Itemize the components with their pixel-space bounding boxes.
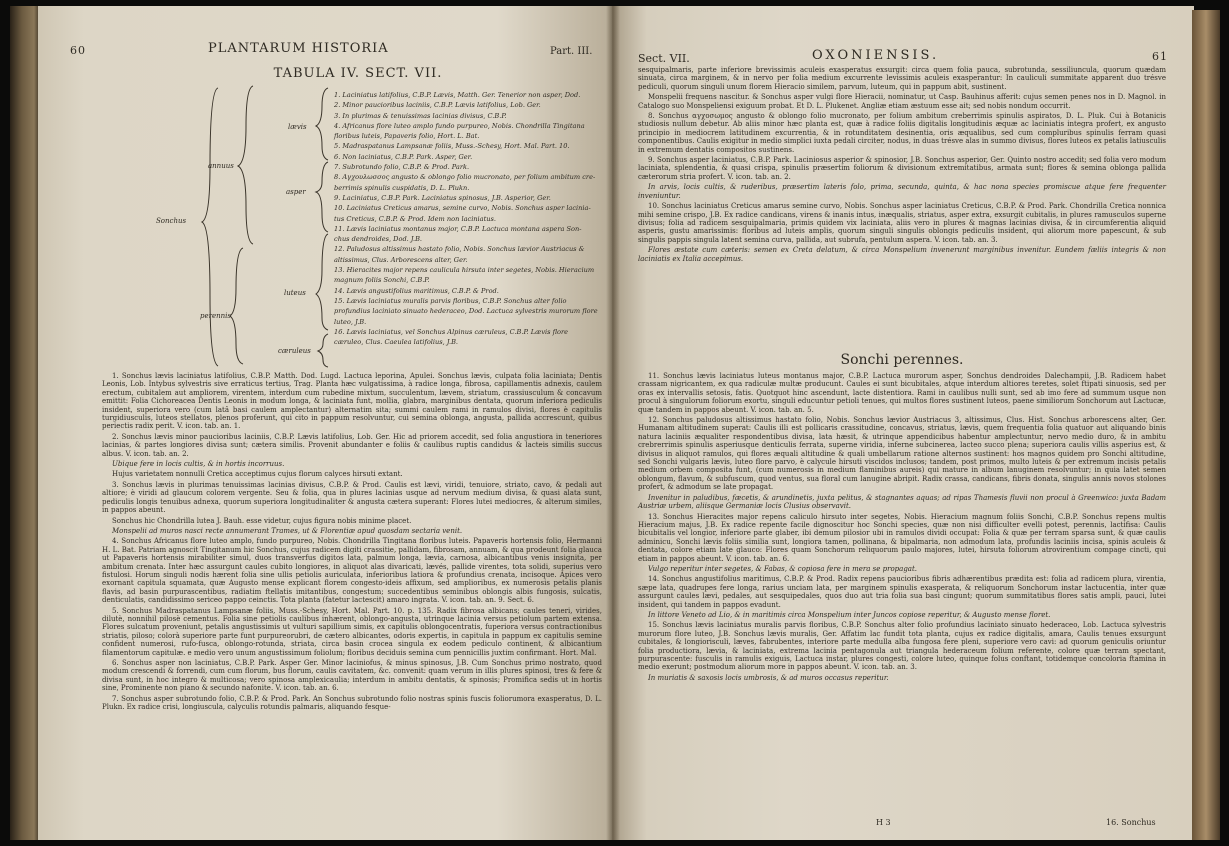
left-running-title: PLANTARUM HISTORIA (208, 41, 389, 56)
table-entry: chus dendroides, Dod. J.B. (334, 235, 423, 244)
right-running-title: OXONIENSIS. (812, 48, 940, 63)
paragraph: Invenitur in paludibus, fæcetis, & arundinetis, juxta pelitus, & stagnantes aquas; ad ripas Thamesis fluvii non procul à Greenwico: juxta Badam Austriæ urbem, aliisque Germaniæ locis Clusius observavit. (638, 493, 1166, 511)
paragraph: Flores æstate cum cæteris: semen ex Creta delatum, & circa Monspelium invenerunt marginibus invenitur. Eundem fæliis integris & non laciniatis ex Italia accepimus. (638, 246, 1166, 263)
table-entry: tus Creticus, C.B.P. & Prod. Idem non laciniatus. (334, 214, 496, 223)
sub-caeruleus: cæruleus (278, 347, 311, 355)
paragraph: Monspelii frequens nascitur. & Sonchus asper vulgi flore Hieracii, nominatur, ut Casp. Bauhinus afferit: cujus semen penes nos in D. Magnol. in Catalogo suo Monspeliensi exiguum probat. Et D. L. Plukenet. Angliæ etiam æstuum esse ait; sed nobis nondum occurrit. (638, 93, 1166, 110)
table-entry: 6. Non laciniatus, C.B.P. Park. Asper, Ger. (334, 152, 473, 161)
table-entry: altissimus, Clus. Arborescens alter, Ger. (334, 255, 468, 264)
table-entry: 12. Paludosus altissimus hastato folio, Nobis. Sonchus lævior Austriacus & (334, 245, 585, 254)
sub-asper: asper (286, 188, 306, 196)
table-entry: luteo, J.B. (334, 317, 367, 326)
right-body-top (638, 66, 1166, 265)
table-entry: 2. Minor paucioribus laciniis, C.B.P. Lævis latifolius, Lob. Ger. (334, 101, 541, 110)
left-page-number: 60 (70, 44, 86, 57)
table-entry: 13. Hieracites major repens caulicula hirsuta inter segetes, Nobis. Hieracium (334, 266, 595, 275)
brace-laevis (316, 88, 328, 160)
table-entry: 5. Madraspatanus Lampsanæ foliis, Muss.-Schesy, Hort. Mal. Part. 10. (334, 142, 570, 151)
brace-annuus (238, 86, 253, 244)
paragraph: Vulgo reperitur inter segetes, & Fabas, & copiosa fere in mera se propagat. (648, 564, 918, 573)
genus-label: Sonchus (156, 217, 187, 225)
right-page-number: 61 (1152, 50, 1168, 63)
paragraph: In littore Veneto ad Lio, & in maritimis circa Monspelium inter Juncos copiose reperitur, & Augusto mense floret. (648, 610, 1051, 619)
table-entry: magnum foliis Sonchi, C.B.P. (334, 276, 430, 285)
paragraph: 10. Sonchus laciniatus Creticus amarus semine curvo, Nobis. Sonchus asper laciniatus Creticus, C.B.P. & Prod. Park. Chondrilla Cretica nonnica mihi semine crispo, J.B. Ex radice candicans, virens & inanis intus, inæqualis, striatus, asper extra, exsurgit cubitalis, in plures ramusculos superne divisus; folia ad radicem sesquipalmaria, primis quidem vix laciniata, aliis vero in plures & magnas lacinias divisa, & in circumferentia aliquid asperis, gustu amarissimis: floribus ad luteis amplis, quorum singuli singulis oblongis pediculis insident, qui aliorum more papescunt, & sub singulis pappis singula latent semina curva, pallida, aut subrufa, pentulum aspera. V. icon. tab. an. 3. (638, 202, 1166, 244)
paragraph: 13. Sonchus Hieracites major repens caliculo hirsuto inter segetes, Nobis. Hieracium magnum foliis Sonchi, C.B.P. Sonchus repens multis Hieracium majus, J.B. Ex radice repente facile dignoscitur hoc Sonchi species, quæ non nisi difficulter evelli potest, perennis, lactifisa: Caulis bicubitalis vel longior, inferiore parte glaber, ibi demum pilosior ubi in ramulos dividi occupat: Folia & quæ per terram sparsa sunt, & quæ caulis adminicu, Sonchi lævis foliis similia sunt, longiora tamen, pollinana, & bipalmaria, non admodum lata, profundis laciniis incisa, spinis aculeis & dentata, colore etiam late glauco: Flores quam Sonchorum reliquorum paulo majores, lutei, hirsuta foliorum atrovirentium compage cincti, qui etiam in pappos abeunt. V. icon. tab. an. 6. (638, 512, 1166, 563)
paragraph: 12. Sonchus paludosus altissimus hastato folio, Nobis. Sonchus lævior Austriacus 3, altissimus, Clus. Hist. Sonchus arborescens alter, Ger. Humanam altitudinem superat: Caulis illi est pollicaris crassitudine, concavus, striatus, lævis, quem frequentia folia quatuor aut aliquando binis natura laciniis æqualiter respondentibus divisa, lata hæsit, & utrinque appendicibus habentur amplectuntur, nervo medio duro, & in ambitu crebrerrimis spinulis asperiusque denticulis ferrata, superne viridia, inferne subcinerea, lacteo succo plena; superiora caulis villis asperius est, & divisus in aliquot ramulos, qui flores æquali altitudine & quali umbellarum ratione alternos sustinent: hos magnos quidem pro Sonchi altitudine, sed Sonchi vulgaris lævis, luteo flore parvo, è calycule hirsuti viscidos inclusos; tandem, post primos, multo luteis & per extremum incisis petalis medium orbem composita funt, (cum numerosis in medium flaminibus aureis) qui mature in album lanuginem resolvuntur; in quia latet semen oblongum, flavum, & subfuscum, quod ventus, sua floral cum lanugine abripit. Radix crassa, candicans, fibris donata, singulis annis novos stolones profert, & admodum se late propagat. (638, 416, 1166, 492)
group-perennis: perennis (200, 312, 231, 320)
table-entry: 9. Laciniatus, C.B.P. Park. Laciniatus spinosus, J.B. Asperior, Ger. (334, 193, 551, 202)
paragraph: Hujus varietatem nonnulli Cretica acceptimus cujus florum calyces hirsuti extant. (112, 470, 403, 479)
sub-luteus: luteus (284, 289, 306, 297)
table-entry: 16. Lævis laciniatus, vel Sonchus Alpinus cæruleus, C.B.P. Lævis flore (334, 327, 569, 336)
right-section-label: Sect. VII. (638, 52, 690, 65)
paragraph: sesquipalmaris, parte inferiore brevissimis aculeis exasperatus exsurgit: circa quem folia pauca, subrotunda, sessiliuncula, quorum quædam sinuata, circa marginem, & in nervo per folia medium excurrente levissimis aculeis exasperantur: In cauliculi summitate apparent duo trésve pediculi, quorum singuli unum florem Hieracio similem, parvum, luteum, qui in pappum abit, sustinent. (638, 66, 1166, 91)
section-heading-perennes: Sonchi perennes. (840, 352, 964, 368)
left-body-text (102, 372, 602, 713)
brace-perennis (230, 248, 243, 364)
paragraph: 3. Sonchus lævis in plurimas tenuissimas lacinias divisus, C.B.P. & Prod. Caulis est lævi, viridi, tenuiore, striato, cavo, & pedali aut altiore; è viridi ad glaucum colorem vergente. Seu & folia, qua in plures lacinias usque ad nervum medium divisa, & quasi alata sunt, pediculis longis tenuibus adnexa, quorum superiora longitudinaliter & angusta cætera superant: Flores lutei mediocres, & alterum similes, in pappos abeunt. (102, 480, 602, 515)
table-entry: berrimis spinulis cuspidatis, D. L. Plukn. (334, 183, 470, 192)
paragraph: Ubique fere in locis cultis, & in hortis incorruus. (112, 460, 285, 469)
table-entry: 11. Lævis laciniatus montanus major, C.B.P. Lactuca montana aspera Son- (334, 224, 582, 233)
paragraph: 11. Sonchus lævis laciniatus luteus montanus major, C.B.P. Lactuca murorum asper, Sonchus dendroides Dalechampii, J.B. Radicem habet crassam nigricantem, ex qua radiculæ multæ producunt. Caules ei sunt bicubitales, atque interdum altiores teretes, solet ftipati sinuosis, sed per oras ex intervallis setosis, fatis. Quotquot hinc ascendunt, lacte distentiora. Rami in caulibus nulli sunt, sed ab imo fere ad summum usque non procul à singulorum foliorum exortu, singuli educuntur petioli tenues, qui multos flores sustinent luteos, paene similiorum Sonchorum aut Lactucæ, quæ tandem in pappos abeunt. V. icon. tab. an. 5. (638, 372, 1166, 414)
paragraph: 2. Sonchus lævis minor paucioribus laciniis, C.B.P. Lævis latifolius, Lob. Ger. Hic ad priorem accedit, sed folia angustiora in teneriores lacinias, & partes longiores divisa sunt; cætera similis. Provenit abundanter e foliis & caulibus ruptis candidus & lacteis similis succus albus. V. icon. tab. an. 2. (102, 432, 602, 458)
table-entries (334, 90, 606, 347)
table-entry: 15. Lævis laciniatus muralis parvis floribus, C.B.P. Sonchus alter folio (334, 296, 567, 305)
paragraph: In arvis, locis cultis, & ruderibus, præsertim lateris folo, prima, secunda, quinta, & hac nona species promiscue atque fere frequenter inveniuntur. (638, 183, 1166, 200)
book-gutter (606, 6, 620, 840)
table-entry: 10. Laciniatus Creticus amarus, semine curvo, Nobis. Sonchus asper lacinia- (334, 204, 591, 213)
group-annuus: annuus (208, 162, 234, 170)
left-page-edges (10, 6, 40, 840)
paragraph: 14. Sonchus angustifolius maritimus, C.B.P. & Prod. Radix repens paucioribus fibris adhærentibus prædita est: folia ad radicem plura, virentia, sæpe lata, quadrupes fere longa, rarius unciam lata, per marginem spinulis exasperata, & reliquorum Sonchorum instar lactucentia, inter quæ assurgunt caules lævi, pedales, aut sesquipedales, quos duo aut tria folia sua basi cingunt; quorum summitatibus flores satis ampli, pauci, lutei insident, qui tandem in pappos evadunt. (638, 575, 1166, 609)
table-entry: cæruleo, Clus. Caeulea latifolius, J.B. (334, 338, 459, 347)
table-entry: 7. Subrotundo folio, C.B.P. & Prod. Park. (334, 163, 470, 172)
sub-laevis: lævis (288, 123, 307, 131)
table-entry: 1. Laciniatus latifolius, C.B.P. Lævis, Matth. Ger. Tenerior non asper, Dod. (334, 91, 581, 99)
paragraph: In muriatis & saxosis locis umbrosis, & ad muros occasus reperitur. (648, 673, 889, 682)
left-page (38, 6, 612, 840)
brace-caeruleus (318, 334, 328, 367)
paragraph: 1. Sonchus lævis laciniatus latifolius, C.B.P. Matth. Dod. Lugd. Lactuca leporina, Apulei. Sonchus lævis, culpata folia laciniata; Dentis Leonis, Lob. Intybus sylvestris sive erraticus tertius, Trag. Planta hæc vulgatissima, à radice longa, fibrosa, capillamentis adnexis, caulem erectum, cubitalem aut ampliorem, virentem, interdum cum rubedine mixtum, succulentum, lævem, striatum, crassiusculum & concavum emittit: Folia Cichoreacea Dentis Leonis in modum longa, & laciniata funt, mollia, glabra, marginibus dentata, quorum inferiora pediculis insident, superiora vero (cum latâ basi caulem amplectantur) alternatim sita; summi caulem rami in ramulos divisi, flores è capitulis turgidiusculis, luteos stellatos, plenos proferunt, qui cito in pappum resolvuntur, cui semina oblonga, angusta, pallida accrescunt, quibus periectis radix perit. V. icon. tab. an. 1. (102, 372, 602, 431)
paragraph: 8. Sonchus αγχοσωμος angusto & oblongo folio mucronato, per folium ambitum creberrimis spinulis aspiratos, D. L. Pluk. Cui à Botanicis studiosis nullum debetur. Ab aliis minor hæc planta est, quæ à radice foliis digitalis longitudinis æquæ ac laciniatis integra profert, ex angusto principio in mediocrem latitudinem excurrentia, & in rotunditatem desinentia, oris æqualibus, sed cum compluribus spinulis ferram quasi componentibus. Caulis exigitur in medio simplici iuxta pedali circiter, nodus, in duas trésve alas in summo divisus, flores luteos ex petalis latiusculis in extremum dentatis compositos sustinens. (638, 112, 1166, 154)
table-entry: profundius laciniato sinuato hederaceo, Dod. Lactuca sylvestris murorum flore (334, 307, 598, 316)
right-page-edges (1192, 10, 1220, 840)
paragraph: 6. Sonchus asper non laciniatus, C.B.P. Park. Asper Ger. Minor laciniofus, & minus spinosus, J.B. Cum Sonchus primo nostrato, quod modum crescendi & forrendi, cum cum florum, bus florum, caulis cavitatem, &c. convenit: quam verum in illis plures spinosi, tres & fere & divisa sunt, in hoc integro & multicosa; vero spinosa amplexicaulia; interdum in ambitu dentatis, & spinosis; Promifica sedis ut in hortis sine, Prominente non piano & secundo nafonite. V. icon. tab. an. 6. (102, 659, 602, 693)
paragraph: 4. Sonchus Africanus flore luteo amplo, fundo purpureo, Nobis. Chondrilla Tingitana floribus luteis. Papaveris hortensis folio, Hermanni H. L. Bat. Patriam agnoscit Tingitanum hic Sonchus, cujus radicem digiti crassitie, pallidam, fibrosam, annuam, & qua prodeunt folia glauca ut Papaveris hortensis mirabiliter simul, duos transverfus digitos lata, palmum longa, lævia, carnosa, albicantibus venis insignita, per ambitum crenata. Inter hæc assurgunt caules cubito longiores, in aliquot alas divaricati, lævés, pallide virentes, tota solidi, superius vero fistulosi. Horum singuli nodis hærent folia sine ullis petiolis auriculata, inferioribus latiora & profundius crenata, incisoque. Apices vero exornant capitula squamata, quæ Augusto mense explicant florem congesto-ideis affixum, sed amplioribus, ex numerosis petalis planis flavis, ad basin purpurascentibus, radiatim ftellatis imitantibus, congestum; succedentibus seminibus oblongis albis fungosis, sulcatis, denticulatis, candidissimo sericeo pappo ceinctis. Tota planta (fatetur lactescit) amaro ingrata. V. icon. tab. an. 9. Sect. 6. (102, 537, 602, 605)
paragraph: 7. Sonchus asper subrotundo folio, C.B.P. & Prod. Park. An Sonchus subrotundo folio nostras spinis fuscis foliorumora exasperatus, D. L. Plukn. Ex radice crisi, longiuscula, calyculis rotundis palmaris, aliquando fesque- (102, 694, 602, 712)
paragraph: Sonchus hic Chondrilla lutea J. Bauh. esse videtur, cujus figura nobis minime placet. (112, 516, 412, 525)
paragraph: 9. Sonchus asper laciniatus, C.B.P. Park. Laciniosus asperior & spinosior, J.B. Sonchus asperior, Ger. Quinto nostro accedit; sed folia vero modum laciniata, splendentia, & quasi crispa, spinulis præsertim foliorum & divisionum extremitatibus, armata sunt; flores & semina oblonga pallida cæterorum stria profert. V. icon. tab. an. 2. (638, 156, 1166, 181)
table-entry: 14. Lævis angustifolius maritimus, C.B.P. & Prod. (334, 286, 499, 295)
paragraph: 5. Sonchus Madraspatanus Lampsanæ foliis, Muss.-Schesy, Hort. Mal. Part. 10. p. 135. Radix fibrosa albicans; caules teneri, virides, dilutè, nonnihil pilosè cementus. Folia sine petiolis caulibus inhærent, oblongo-angusta, utrinque lacinia versus petiolum partem extensa. Flores sulcatum proveniunt, petalis angustissimis ut vulturi sapillium simis, ex capitulis oblongocentratis, fuperiora versus contractionibus striatis, piloso; colorà superiore parte funt purpureorubri, de cætero albicantes, odoris expertis, in capitula in pappum ex capitulis semine confident numerosi, rufo-fusca, oblongo-rotunda, striata, circa basin crocea singula ex eodem pediculo continent, & albicantium filamentorum capitulæ. e medio vero unum angustissimum foliolum; floribus deciduis semina cum pennicillis juxtim confirmant. Hort. Mal. (102, 606, 602, 657)
brace-asper (316, 162, 328, 232)
brace-luteus (316, 234, 328, 330)
table-entry: 4. Africanus flore luteo amplo fundo purpureo, Nobis. Chondrilla Tingitana (334, 121, 585, 130)
signature-mark: H 3 (876, 818, 891, 827)
right-page (612, 6, 1194, 840)
brace-genus (202, 88, 218, 366)
table-entry: 3. In plurimas & tenuissimas lacinias divisus, C.B.P. (334, 111, 507, 120)
table-entry: floribus luteis, Papaveris folio, Hort. L. Bat. (334, 132, 480, 141)
left-part-label: Part. III. (550, 46, 593, 57)
right-body-bottom (638, 372, 1166, 684)
paragraph: Monspelii ad muros nasci recte annumerant Trames, ut & Florentiæ apud quosdam sectaria venit. (112, 526, 463, 535)
table-entry: 8. Αγχουλωσσος angusto & oblongo folio mucronato, per folium ambitum cre- (334, 173, 596, 182)
paragraph: 15. Sonchus lævis laciniatus muralis parvis floribus, C.B.P. Sonchus alter folio profundius laciniato sinuato hederaceo, Lob. Lactuca sylvestris murorum flore luteo, J.B. Sonchus lævis muralis, Ger. Affatim lac fundit tota planta, cujus ex radice digitalis, amara, Caulis tenues exsurgunt cubitales, & longiorisculi, læves, fabrubentes, interiore parte medulla alba fungosa fere pleni, superiore vero cavi: ad quorum geniculis oriuntur folia productiora, lævia, & laciniata, extrema lacinia pentagonula aut triangula hederaceum folium referente, colore quæ terram spectant, purpurascente: fusculis in ramulis exiguis, Lactuca instar, plures congesti, colore luteo, quinque folus conftant, totidemque concoloria ftamina in medio exerunt; postmodum aliorum more in pappos abeunt. V. icon. tab. an. 3. (638, 621, 1166, 672)
table-title: TABULA IV. SECT. VII. (273, 66, 443, 81)
catchword: 16. Sonchus (1106, 818, 1156, 827)
